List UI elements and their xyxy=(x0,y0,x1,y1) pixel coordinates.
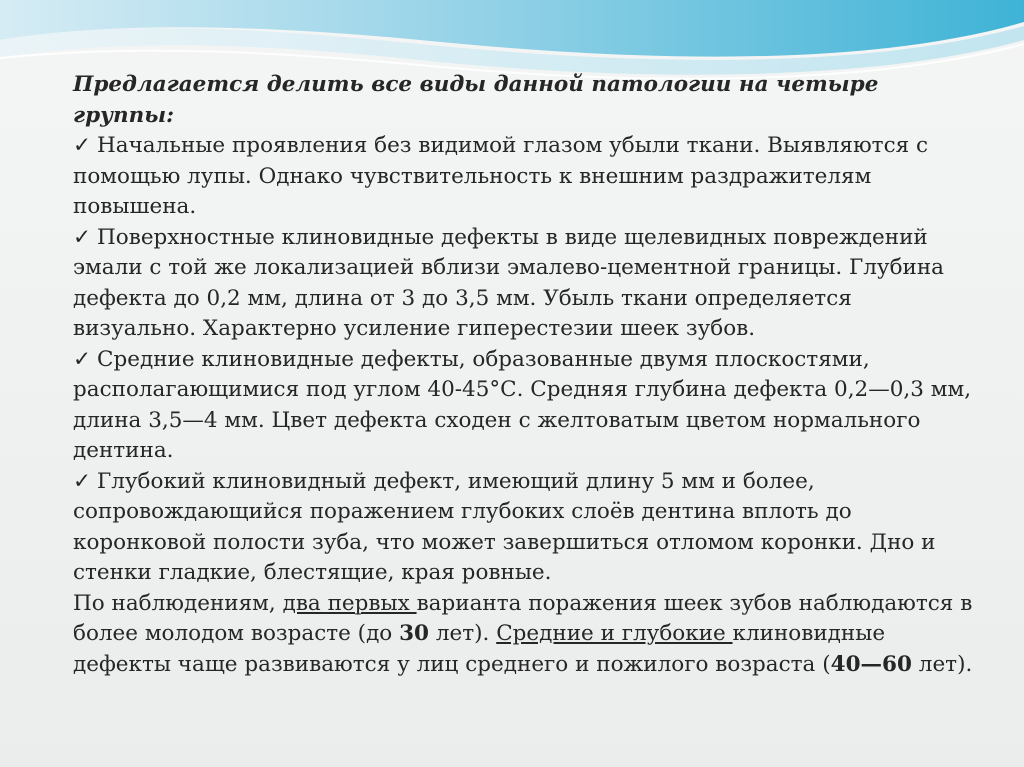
list-item xyxy=(73,467,973,589)
age-value-30: 30 xyxy=(399,621,430,646)
list-item-text: Глубокий клиновидный дефект, имеющий длину 5 мм и более, сопровождающийся поражением глубоких слоёв дентина вплоть до коронковой полости зуба, что может завершиться отломом коронки. Дно и стенки гладкие, блестящие, края ровные. xyxy=(73,468,936,585)
conclusion-text: клиновидные дефекты чаще развиваются у лиц среднего и пожилого возраста ( xyxy=(73,621,886,677)
conclusion-paragraph xyxy=(73,589,973,681)
slide-body xyxy=(73,70,973,680)
conclusion-text: По наблюдениям, xyxy=(73,590,283,616)
list-item-text: Средние клиновидные дефекты, образованные двумя плоскостями, располагающимися под углом 40-45°С. Средняя глубина дефекта 0,2—0,3 мм, длина 3,5—4 мм. Цвет дефекта сходен с желтоватым цветом нормального дентина. xyxy=(73,346,972,463)
conclusion-text: лет). xyxy=(911,651,973,677)
check-mark-icon: ✓ xyxy=(73,133,92,158)
list-item xyxy=(73,223,973,345)
check-mark-icon: ✓ xyxy=(73,346,92,372)
age-range-40-60: 40—60 xyxy=(830,651,912,677)
list-item-text: Поверхностные клиновидные дефекты в виде щелевидных повреждений эмали с той же локализацией вблизи эмалево-цементной границы. Глубина дефекта до 0,2 мм, длина от 3 до 3,5 мм. Убыль ткани определяется визуально. Характерно усиление гиперестезии шеек зубов. xyxy=(73,224,944,341)
check-mark-icon: ✓ xyxy=(73,468,92,494)
list-item xyxy=(73,131,973,223)
underlined-phrase-first-two: два первых xyxy=(282,590,417,616)
underlined-phrase-middle-deep: Средние и глубокие xyxy=(496,621,733,646)
list-item-text: Начальные проявления без видимой глазом убыли ткани. Выявляются с помощью лупы. Однако чувствительность к внешним раздражителям повышена. xyxy=(73,133,929,219)
conclusion-text: варианта поражения шеек зубов наблюдаются в более молодом возрасте (до xyxy=(73,590,973,646)
list-item xyxy=(73,345,973,467)
conclusion-text: лет). xyxy=(429,621,497,646)
check-mark-icon: ✓ xyxy=(73,224,92,250)
slide-heading: Предлагается делить все виды данной патологии на четыре группы: xyxy=(73,72,879,128)
